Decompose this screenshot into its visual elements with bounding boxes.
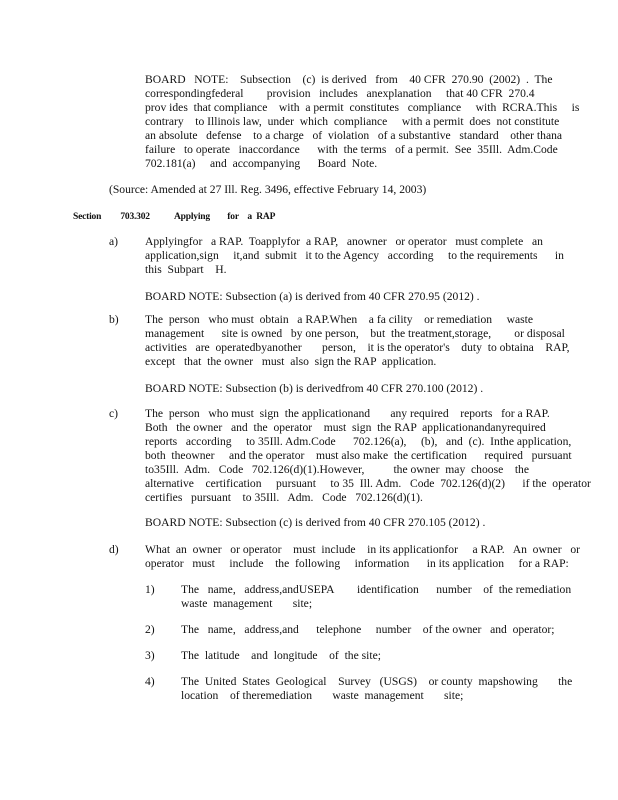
subitem-label-1: 1) <box>145 583 155 596</box>
text-line: operator must include the following information in its application for a RAP: <box>145 557 569 570</box>
subitem-2-text <box>181 623 555 637</box>
text-line: contrary to Illinois law, under which compliance with a permit does not constitute <box>145 115 560 128</box>
text-line: application,sign it,and submit it to the Agency according to the requirements in <box>145 249 564 262</box>
board-note-top <box>145 73 580 171</box>
subitem-label-2: 2) <box>145 623 155 636</box>
section-title: Applying for a RAP <box>174 212 276 222</box>
text-line: failure to operate inaccordance with the terms of a permit. See 35Ill. Adm.Code <box>145 143 558 156</box>
text-line: 702.181(a) and accompanying Board Note. <box>145 157 378 170</box>
text-line: The latitude and longitude of the site; <box>181 649 381 662</box>
subitem-1-text <box>181 583 572 611</box>
text-line: The person who must obtain a RAP.When a fa cility or remediation waste <box>145 313 533 326</box>
text-line: management site is owned by one person, but the treatment,storage, or disposal <box>145 327 565 340</box>
subitem-label-4: 4) <box>145 675 155 688</box>
item-label-c: c) <box>109 407 119 420</box>
text-line: this Subpart H. <box>145 263 227 276</box>
subitem-4-text <box>181 675 573 703</box>
text-line: BOARD NOTE: Subsection (c) is derived from 40 CFR 270.90 (2002) . The <box>145 73 553 86</box>
text-line: to35Ill. Adm. Code 702.126(d)(1).However, the owner may choose the <box>145 463 529 476</box>
text-line: waste management site; <box>181 597 313 610</box>
text-line: reports according to 35Ill. Adm.Code 702.126(a), (b), and (c). Inthe application, <box>145 435 572 448</box>
text-line: correspondingfederal provision includes anexplanation that 40 CFR 270.4 <box>145 87 535 100</box>
text-line: The name, address,andUSEPA identification number of the remediation <box>181 583 572 596</box>
item-d-text <box>145 543 580 571</box>
item-b-text <box>145 313 570 369</box>
item-label-d: d) <box>109 543 119 556</box>
text-line: Both the owner and the operator must sign the RAP applicationandanyrequired <box>145 421 546 434</box>
text-line: Applyingfor a RAP. Toapplyfor a RAP, anowner or operator must complete an <box>145 235 543 248</box>
board-note-c: BOARD NOTE: Subsection (c) is derived from 40 CFR 270.105 (2012) . <box>145 516 486 529</box>
item-c-text <box>145 407 591 505</box>
text-line: The person who must sign the applicationand any required reports for a RAP. <box>145 407 550 420</box>
item-label-a: a) <box>109 235 119 248</box>
text-line: except that the owner must also sign the RAP application. <box>145 355 437 368</box>
section-number: 703.302 <box>120 212 150 222</box>
text-line: alternative certification pursuant to 35 Ill. Adm. Code 702.126(d)(2) if the operator <box>145 477 591 490</box>
text-line: prov ides that compliance with a permit constitutes compliance with RCRA.This is <box>145 101 580 114</box>
text-line: activities are operatedbyanother person, it is the operator's duty to obtaina RAP, <box>145 341 570 354</box>
board-note-b: BOARD NOTE: Subsection (b) is derivedfrom 40 CFR 270.100 (2012) . <box>145 382 484 395</box>
source-citation: (Source: Amended at 27 Ill. Reg. 3496, effective February 14, 2003) <box>109 183 427 196</box>
subitem-3-text <box>181 649 536 663</box>
section-heading <box>73 210 275 224</box>
board-note-a: BOARD NOTE: Subsection (a) is derived from 40 CFR 270.95 (2012) . <box>145 290 480 303</box>
text-line: an absolute defense to a charge of violation of a substantive standard other thana <box>145 129 563 142</box>
text-line: The name, address,and telephone number of the owner and operator; <box>181 623 555 636</box>
item-a-text <box>145 235 564 277</box>
text-line: What an owner or operator must include in its applicationfor a RAP. An owner or <box>145 543 580 556</box>
item-label-b: b) <box>109 313 119 326</box>
text-line: The United States Geological Survey (USGS) or county mapshowing the <box>181 675 573 688</box>
text-line: both theowner and the operator must also make the certification required pursuant <box>145 449 572 462</box>
section-label: Section <box>73 212 102 222</box>
subitem-label-3: 3) <box>145 649 155 662</box>
text-line: location of theremediation waste management site; <box>181 689 464 702</box>
text-line: certifies pursuant to 35Ill. Adm. Code 702.126(d)(1). <box>145 491 423 504</box>
